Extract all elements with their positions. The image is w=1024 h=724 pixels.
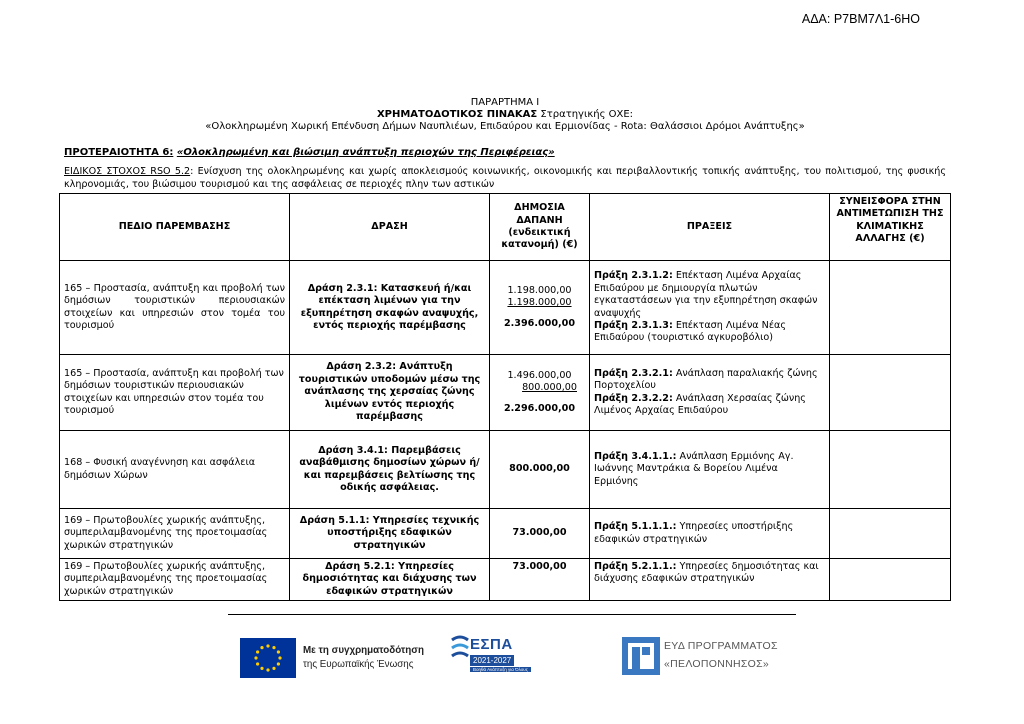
act-item bbox=[594, 270, 825, 320]
act-item bbox=[594, 368, 825, 393]
intervention-field: 169 – Πρωτοβουλίες χωρικής ανάπτυξης, συμπεριλαμβανομένης της προετοιμασίας χωρικών στρατηγικών bbox=[60, 509, 290, 559]
cost-line: 1.198.000,00 bbox=[507, 297, 572, 309]
espa-wordmark: ΕΣΠΑ bbox=[470, 636, 513, 653]
financial-table-title-rest: Στρατηγικής ΟΧΕ: bbox=[537, 109, 634, 120]
act-text: Επέκταση Λιμένα Νέας Επιδαύρου (τουριστικό αγκυροβόλιο) bbox=[594, 319, 786, 344]
header-action: ΔΡΑΣΗ bbox=[290, 194, 490, 261]
peloponnisos-program-logo bbox=[622, 637, 660, 675]
priority-label: ΠΡΟΤΕΡΑΙΟΤΗΤΑ 6: bbox=[64, 147, 174, 158]
act-item bbox=[594, 561, 825, 586]
table-row bbox=[60, 559, 951, 601]
financial-table bbox=[59, 193, 951, 601]
intervention-field: 169 – Πρωτοβουλίες χωρικής ανάπτυξης, συμπεριλαμβανομένης της προετοιμασίας χωρικών στρατηγικών bbox=[60, 559, 290, 601]
cost-line: 1.198.000,00 bbox=[507, 284, 572, 296]
intervention-field: 168 – Φυσική αναγέννηση και ασφάλεια δημόσιων Χώρων bbox=[60, 431, 290, 509]
cost-total: 73.000,00 bbox=[490, 509, 590, 559]
eu-stars-icon bbox=[240, 638, 296, 678]
cost-total: 2.396.000,00 bbox=[503, 317, 575, 329]
act-label: Πράξη 5.1.1.1.: bbox=[594, 521, 677, 533]
objective-label: ΕΙΔΙΚΟΣ ΣΤΟΧΟΣ RSO 5.2 bbox=[64, 166, 191, 177]
acts-cell bbox=[590, 431, 830, 509]
espa-slogan: Βοηθά Ανάπτυξη για Όλους bbox=[470, 667, 531, 672]
specific-objective bbox=[64, 166, 946, 191]
espa-years: 2021-2027 bbox=[470, 655, 514, 666]
acts-cell bbox=[590, 559, 830, 601]
act-label: Πράξη 2.3.2.2: bbox=[594, 392, 673, 404]
act-text: Επέκταση Λιμένα Αρχαίας Επιδαύρου με δημιουργία πλωτών εγκαταστάσεων για την εξυπηρέτηση σκαφών αναψυχής bbox=[594, 270, 818, 319]
header-climate: ΣΥΝΕΙΣΦΟΡΑ ΣΤΗΝ ΑΝΤΙΜΕΤΩΠΙΣΗ ΤΗΣ ΚΛΙΜΑΤΙΚΗΣ ΑΛΛΑΓΗΣ (€) bbox=[830, 194, 951, 261]
financial-table-title-bold: ΧΡΗΜΑΤΟΔΟΤΙΚΟΣ ΠΙΝΑΚΑΣ bbox=[376, 109, 538, 120]
espa-mark-icon bbox=[450, 634, 470, 680]
cost-total: 73.000,00 bbox=[490, 559, 590, 601]
action-cell: Δράση 2.3.1: Κατασκευή ή/και επέκταση λιμένων για την εξυπηρέτηση σκαφών αναψυχής, εντός περιοχής παρέμβασης bbox=[290, 261, 490, 355]
program-name-line1: ΕΥΔ ΠΡΟΓΡΑΜΜΑΤΟΣ bbox=[664, 640, 778, 652]
header-acts: ΠΡΑΞΕΙΣ bbox=[590, 194, 830, 261]
annex-title: ΠΑΡΑΡΤΗΜΑ Ι bbox=[470, 97, 540, 108]
objective-text: : Ενίσχυση της ολοκληρωμένης και χωρίς αποκλεισμούς κοινωνικής, οικονομικής και περιβαλλοντικής τοπικής ανάπτυξης, του πολιτισμού, της φυσικής κληρονομιάς, του βιώσιμου τουρισμού και της ασφάλειας σε περιοχές πλην των αστικών bbox=[64, 166, 947, 190]
intervention-field: 165 – Προστασία, ανάπτυξη και προβολή των δημόσιων τουριστικών περιουσιακών στοιχείων και υπηρεσιών στον τομέα του τουρισμού bbox=[60, 355, 290, 431]
action-cell: Δράση 5.2.1: Υπηρεσίες δημοσιότητας και διάχυσης των εδαφικών στρατηγικών bbox=[290, 559, 490, 601]
table-row bbox=[60, 431, 951, 509]
priority-heading bbox=[64, 147, 555, 158]
action-cell: Δράση 5.1.1: Υπηρεσίες τεχνικής υποστήριξης εδαφικών στρατηγικών bbox=[290, 509, 490, 559]
intervention-field: 165 – Προστασία, ανάπτυξη και προβολή των δημόσιων τουριστικών περιουσιακών στοιχείων και υπηρεσιών στον τομέα του τουρισμού bbox=[60, 261, 290, 355]
climate-cell bbox=[830, 509, 951, 559]
priority-title: «Ολοκληρωμένη και βιώσιμη ανάπτυξη περιοχών της Περιφέρειας» bbox=[176, 147, 555, 158]
eu-line2: της Ευρωπαϊκής Ένωσης bbox=[303, 659, 414, 670]
cost-total: 800.000,00 bbox=[490, 431, 590, 509]
table-row bbox=[60, 509, 951, 559]
footer-divider bbox=[228, 614, 796, 615]
act-text: Ανάπλαση παραλιακής ζώνης Πορτοχελίου bbox=[594, 367, 818, 392]
header-field: ΠΕΔΙΟ ΠΑΡΕΜΒΑΣΗΣ bbox=[60, 194, 290, 261]
climate-cell bbox=[830, 431, 951, 509]
cost-line: 800.000,00 bbox=[522, 382, 577, 394]
climate-cell bbox=[830, 261, 951, 355]
act-label: Πράξη 5.2.1.1.: bbox=[594, 561, 677, 572]
strategy-title: «Ολοκληρωμένη Χωρική Επένδυση Δήμων Ναυπλιέων, Επιδαύρου και Ερμιονίδας - Rota: Θαλάσσιοι Δρόμοι Ανάπτυξης» bbox=[205, 121, 805, 132]
act-label: Πράξη 3.4.1.1.: bbox=[594, 450, 677, 462]
climate-cell bbox=[830, 355, 951, 431]
cost-total: 2.296.000,00 bbox=[503, 402, 575, 414]
cost-cell bbox=[490, 355, 590, 431]
acts-cell bbox=[590, 355, 830, 431]
peloponnisos-mark-icon bbox=[622, 637, 660, 675]
table-header-row bbox=[60, 194, 951, 261]
act-label: Πράξη 2.3.2.1: bbox=[594, 367, 673, 379]
table-row bbox=[60, 261, 951, 355]
acts-cell bbox=[590, 509, 830, 559]
act-label: Πράξη 2.3.1.3: bbox=[594, 319, 673, 331]
eu-cofunding-text bbox=[303, 644, 424, 672]
act-label: Πράξη 2.3.1.2: bbox=[594, 270, 673, 282]
act-text: Ανάπλαση Χερσαίας ζώνης Λιμένος Αρχαίας Επιδαύρου bbox=[594, 392, 806, 416]
action-cell: Δράση 3.4.1: Παρεμβάσεις αναβάθμισης δημοσίων χώρων ή/και παρεμβάσεις βελτίωσης της οδικής ασφάλειας. bbox=[290, 431, 490, 509]
act-text: Ανάπλαση Ερμιόνης Αγ. Ιωάννης Μαντράκια & Βορείου Λιμένα Ερμιόνης bbox=[594, 450, 794, 487]
cost-cell bbox=[490, 261, 590, 355]
acts-cell bbox=[590, 261, 830, 355]
financial-table-title bbox=[60, 109, 950, 122]
eu-line1: Με τη συγχρηματοδότηση bbox=[303, 645, 424, 656]
eu-flag-logo bbox=[240, 638, 296, 678]
action-cell: Δράση 2.3.2: Ανάπτυξη τουριστικών υποδομών μέσω της ανάπλασης της χερσαίας ζώνης λιμένων εντός περιοχής παρέμβασης bbox=[290, 355, 490, 431]
act-text: Υπηρεσίες υποστήριξης εδαφικών στρατηγικών bbox=[594, 521, 794, 545]
table-row bbox=[60, 355, 951, 431]
act-item bbox=[594, 521, 825, 546]
act-item bbox=[594, 393, 825, 418]
act-item bbox=[594, 320, 825, 345]
climate-cell bbox=[830, 559, 951, 601]
act-item bbox=[594, 451, 825, 488]
document-id: ΑΔΑ: Ρ7ΒΜ7Λ1-6ΗΟ bbox=[801, 12, 920, 26]
program-name-line2: «ΠΕΛΟΠΟΝΝΗΣΟΣ» bbox=[664, 658, 770, 670]
act-text: Υπηρεσίες δημοσιότητας και διάχυσης εδαφικών στρατηγικών bbox=[594, 561, 819, 585]
cost-line: 1.496.000,00 bbox=[507, 369, 572, 381]
header-public-cost: ΔΗΜΟΣΙΑ ΔΑΠΑΝΗ (ενδεικτική κατανομή) (€) bbox=[490, 194, 590, 261]
